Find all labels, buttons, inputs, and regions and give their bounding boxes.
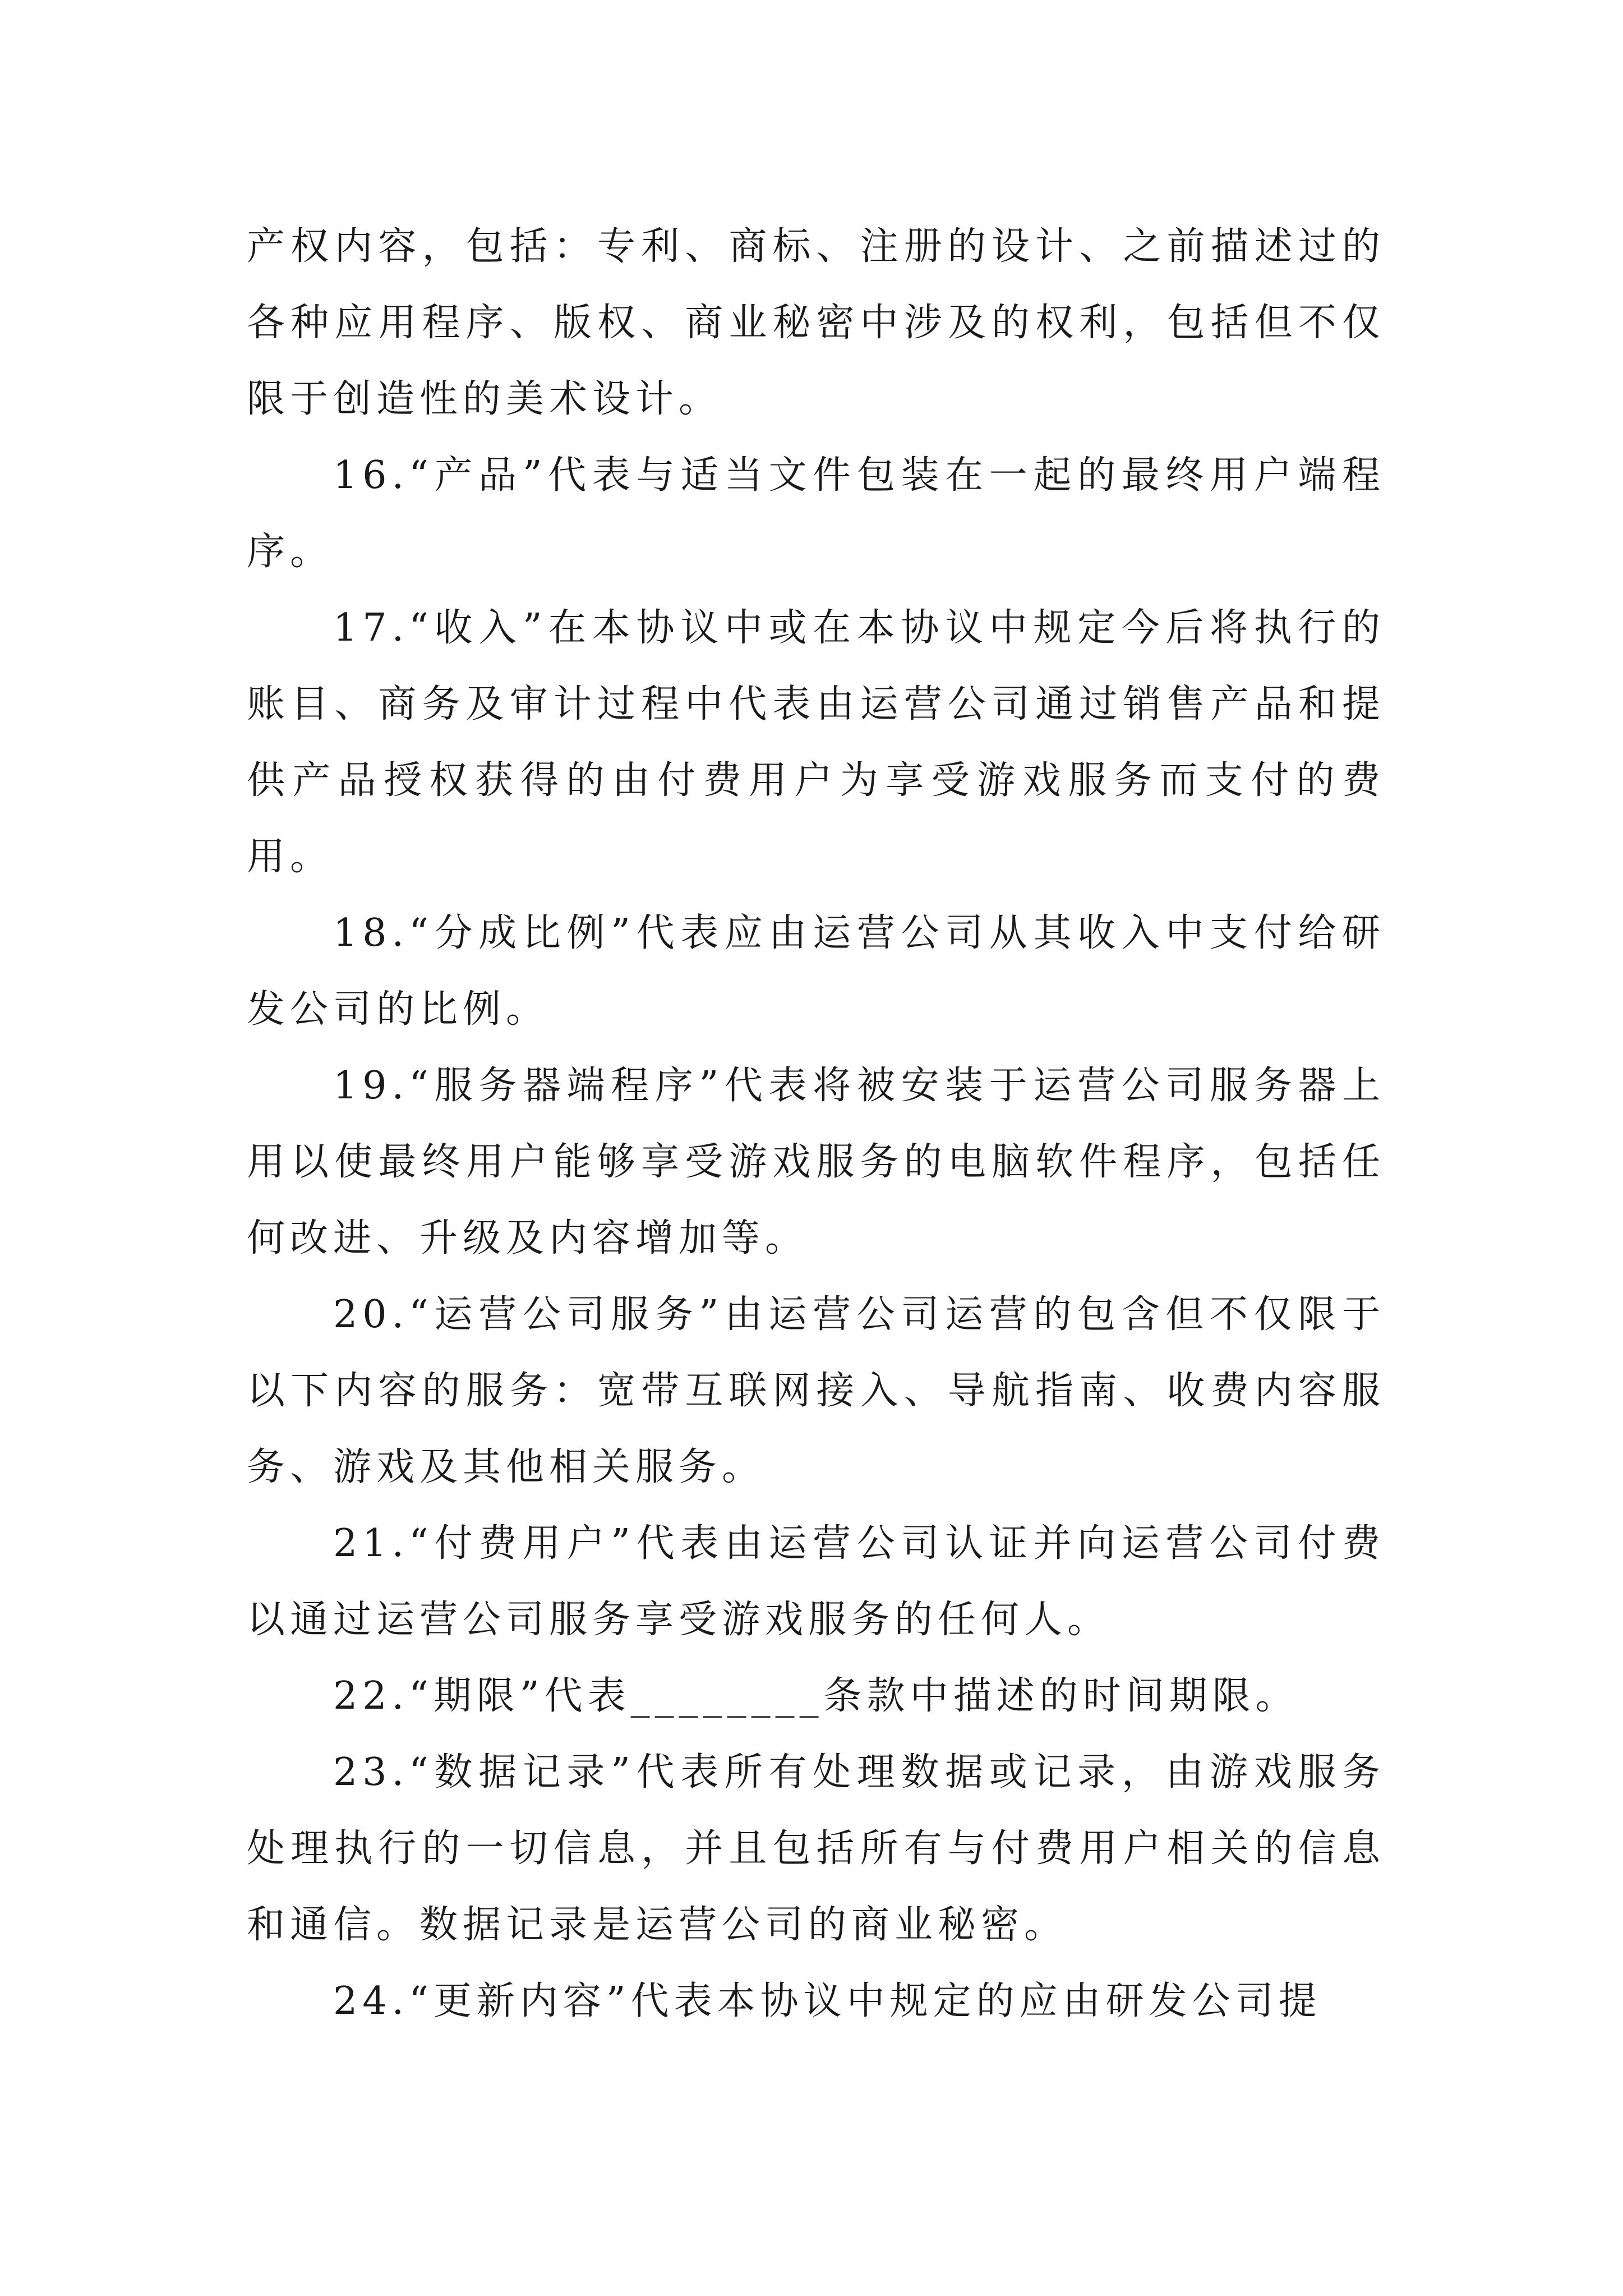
paragraph-20-operator-service: 20.“运营公司服务”由运营公司运营的包含但不仅限于以下内容的服务：宽带互联网接入、导航指南、收费内容服务、游戏及其他相关服务。: [247, 1292, 1385, 1489]
paragraph-21-paying-user: 21.“付费用户”代表由运营公司认证并向运营公司付费以通过运营公司服务享受游戏服务的任何人。: [247, 1521, 1385, 1642]
paragraph-17-revenue: 17.“收入”在本协议中或在本协议中规定今后将执行的账目、商务及审计过程中代表由运营公司通过销售产品和提供产品授权获得的由付费用户为享受游戏服务而支付的费用。: [247, 606, 1385, 879]
document-body: [247, 209, 1385, 2040]
paragraph-16-product: 16.“产品”代表与适当文件包装在一起的最终用户端程序。: [247, 453, 1385, 574]
paragraph-19-server-program: 19.“服务器端程序”代表将被安装于运营公司服务器上用以使最终用户能够享受游戏服务的电脑软件程序，包括任何改进、升级及内容增加等。: [247, 1064, 1385, 1260]
paragraph-ip-continuation: 产权内容，包括：专利、商标、注册的设计、之前描述过的各种应用程序、版权、商业秘密中涉及的权利，包括但不仅限于创造性的美术设计。: [247, 224, 1385, 421]
paragraph-22-term: 22.“期限”代表________条款中描述的时间期限。: [333, 1674, 1299, 1718]
paragraph-18-revenue-share: 18.“分成比例”代表应由运营公司从其收入中支付给研发公司的比例。: [247, 911, 1385, 1032]
paragraph-23-data-records: 23.“数据记录”代表所有处理数据或记录，由游戏服务处理执行的一切信息，并且包括所有与付费用户相关的信息和通信。数据记录是运营公司的商业秘密。: [247, 1750, 1385, 1947]
paragraph-24-updates: 24.“更新内容”代表本协议中规定的应由研发公司提: [333, 1979, 1322, 2023]
